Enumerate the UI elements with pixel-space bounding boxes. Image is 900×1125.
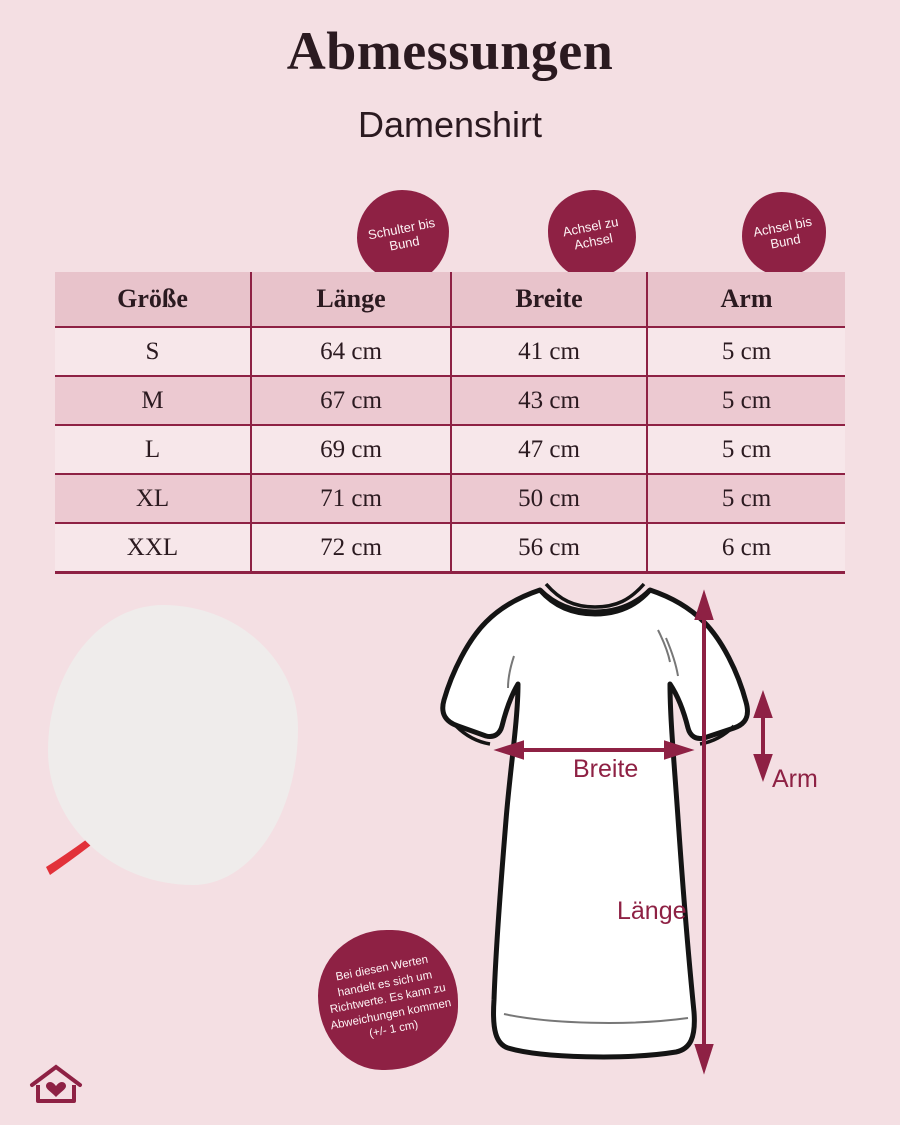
table-cell-size: XXL <box>55 523 251 573</box>
table-cell-width: 56 cm <box>451 523 647 573</box>
table-cell-sleeve: 5 cm <box>647 327 845 376</box>
shirt-outline <box>443 590 748 1057</box>
table-cell-width: 47 cm <box>451 425 647 474</box>
table-header-cell: Länge <box>251 272 451 327</box>
table-cell-length: 71 cm <box>251 474 451 523</box>
badge-armpit-to-hem-label: Achsel bis Bund <box>751 213 814 252</box>
label-arm: Arm <box>772 765 818 793</box>
table-cell-width: 41 cm <box>451 327 647 376</box>
table-cell-width: 43 cm <box>451 376 647 425</box>
badge-disclaimer <box>318 930 458 1070</box>
badge-disclaimer-label: Bei diesen Werten handelt es sich um Richtwerte. Es kann zu Abweichungen kommen (+/- 1 cm) <box>328 953 453 1041</box>
table-cell-length: 69 cm <box>251 425 451 474</box>
label-breite: Breite <box>573 755 639 783</box>
brand-logo-icon <box>28 1063 84 1105</box>
table-cell-size: XL <box>55 474 251 523</box>
size-table <box>55 272 845 574</box>
badge-armpit-to-armpit <box>548 190 636 278</box>
table-cell-width: 50 cm <box>451 474 647 523</box>
table-cell-size: L <box>55 425 251 474</box>
table-cell-length: 64 cm <box>251 327 451 376</box>
badge-armpit-to-hem <box>742 192 826 276</box>
badge-shoulder-to-hem-label: Schulter bis Bund <box>366 214 437 254</box>
table-row <box>55 327 845 376</box>
nasa-logo <box>40 595 310 895</box>
table-cell-size: M <box>55 376 251 425</box>
page-title: Abmessungen <box>286 21 614 81</box>
table-cell-sleeve: 6 cm <box>647 523 845 573</box>
table-cell-length: 67 cm <box>251 376 451 425</box>
table-header-row <box>55 272 845 327</box>
table-cell-size: S <box>55 327 251 376</box>
table-header-cell: Breite <box>451 272 647 327</box>
badge-shoulder-to-hem <box>357 190 449 282</box>
table-header-cell: Größe <box>55 272 251 327</box>
table-cell-sleeve: 5 cm <box>647 425 845 474</box>
table-cell-sleeve: 5 cm <box>647 474 845 523</box>
table-row <box>55 376 845 425</box>
page-subtitle: Damenshirt <box>357 104 543 145</box>
label-laenge: Länge <box>617 897 687 925</box>
table-header-cell: Arm <box>647 272 845 327</box>
heart-icon <box>46 1082 66 1097</box>
badge-armpit-to-armpit-label: Achsel zu Achsel <box>561 213 620 253</box>
table-cell-sleeve: 5 cm <box>647 376 845 425</box>
brand-logo <box>28 1063 84 1105</box>
table-row <box>55 425 845 474</box>
table-row <box>55 474 845 523</box>
table-cell-length: 72 cm <box>251 523 451 573</box>
